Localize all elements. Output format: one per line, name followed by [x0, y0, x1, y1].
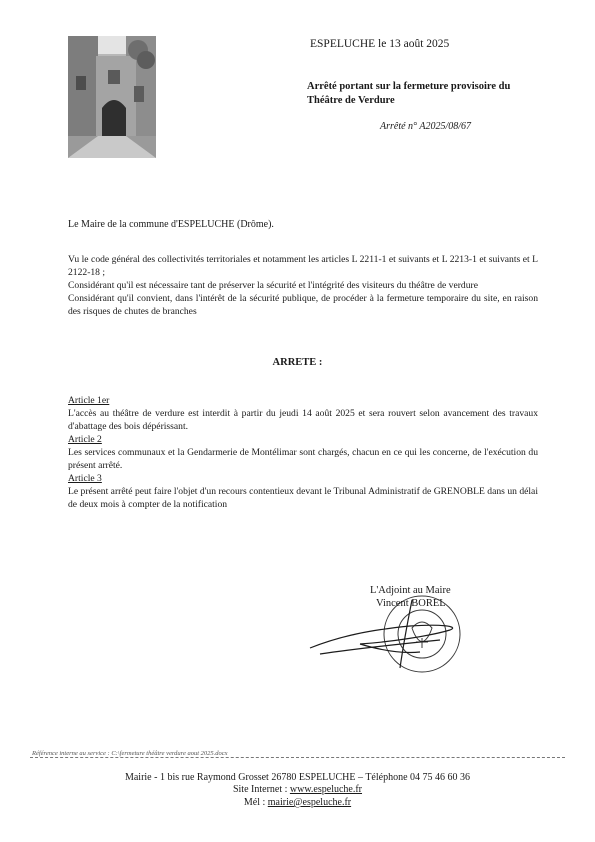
email-link[interactable]: mairie@espeluche.fr	[267, 797, 352, 808]
decree-reference: Arrêté n° A2025/08/67	[380, 121, 472, 132]
village-photo	[68, 36, 156, 158]
subject-line-2: Théâtre de Verdure	[307, 95, 395, 106]
internal-reference: Référence interne au service : C:\fermeture théâtre verdure aout 2025.docx	[32, 750, 228, 757]
website-label: Site Internet :	[232, 784, 290, 795]
subject-line-1: Arrêté portant sur la fermeture provisoire du	[307, 81, 511, 92]
signatory-title: L'Adjoint au Maire	[370, 585, 451, 596]
footer-email	[0, 797, 595, 810]
document-date: ESPELUCHE le 13 août 2025	[310, 38, 450, 50]
handwritten-signature	[310, 600, 453, 668]
footer-website	[0, 784, 595, 797]
considerant-2: Considérant qu'il est nécessaire tant de préserver la sécurité et l'intégrité des visiteurs du théâtre de verdure	[68, 280, 478, 291]
article-3-text: Le présent arrêté peut faire l'objet d'un recours contentieux devant le Tribunal Administratif de GRENOBLE dans un délai de deux mois à compter de la notification	[68, 486, 538, 510]
footer-address: Mairie - 1 bis rue Raymond Grosset 26780 ESPELUCHE – Téléphone 04 75 46 60 36	[124, 772, 471, 783]
article-1-text: L'accès au théâtre de verdure est interdit à partir du jeudi 14 août 2025 et sera rouvert selon avancement des travaux d'abattage des bois dépérissant.	[68, 408, 538, 432]
website-link[interactable]: www.espeluche.fr	[289, 784, 363, 795]
article-2-title: Article 2	[68, 434, 102, 445]
considerant-3: Considérant qu'il convient, dans l'intérêt de la sécurité publique, de procéder à la fermeture temporaire du site, en raison des risques de chutes de branches	[68, 293, 538, 317]
mayor-line: Le Maire de la commune d'ESPELUCHE (Drôme).	[68, 219, 274, 230]
article-3-title: Article 3	[68, 473, 102, 484]
considerant-1: Vu le code général des collectivités territoriales et notamment les articles L 2211-1 et suivants et L 2213-1 et suivants et L 2122-18 ;	[68, 254, 538, 278]
signatory-name: Vincent BOREL	[376, 598, 446, 609]
document-subject	[307, 80, 510, 108]
considerants-block	[68, 253, 538, 318]
article-1-title: Article 1er	[68, 395, 110, 406]
articles-block	[68, 394, 538, 511]
email-label: Mél :	[243, 797, 268, 808]
article-2-text: Les services communaux et la Gendarmerie de Montélimar sont chargés, chacun en ce qui les concerne, de l'exécution du présent arrêté.	[68, 447, 538, 471]
arrete-heading: ARRETE :	[272, 357, 323, 368]
footer-divider	[30, 757, 565, 758]
